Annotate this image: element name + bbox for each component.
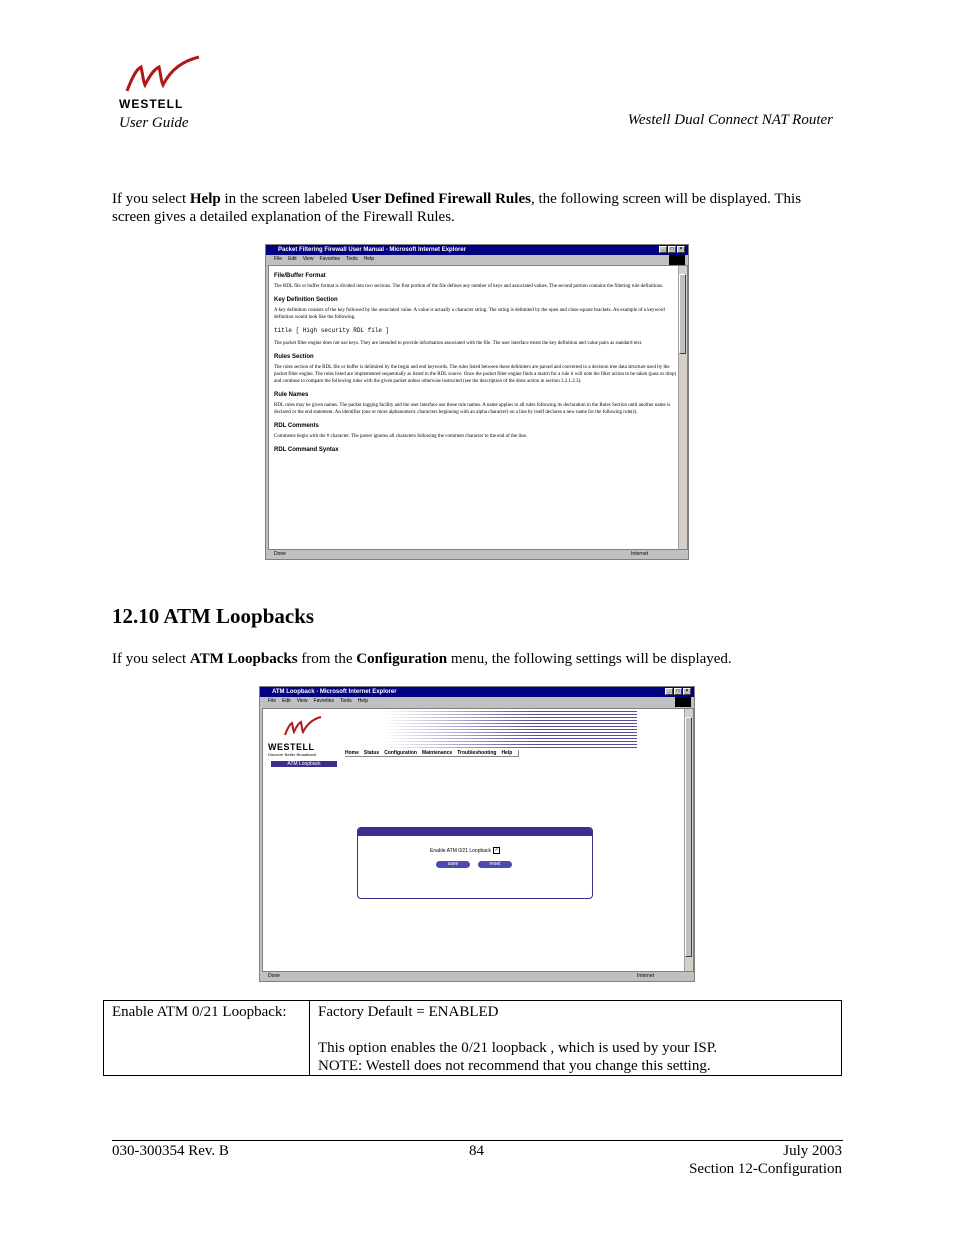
menu-edit[interactable]: Edit <box>288 256 297 262</box>
minimize-icon[interactable]: _ <box>659 246 667 253</box>
section-paragraph: If you select ATM Loopbacks from the Configuration menu, the following settings will be displayed. <box>112 651 732 667</box>
menu-help[interactable]: Help <box>357 698 368 704</box>
menu-view[interactable]: View <box>296 698 308 704</box>
reset-button[interactable]: reset <box>478 861 512 868</box>
status-zone: Internet <box>631 551 648 557</box>
nav-maintenance[interactable]: Maintenance <box>421 750 453 756</box>
ie-throbber-icon <box>675 697 691 707</box>
save-button[interactable]: save <box>436 861 470 868</box>
section-heading: Key Definition Section <box>274 297 338 303</box>
section-text: Comments begin with the # character. The parser ignores all characters following the comment character to the end of the line. <box>274 434 528 439</box>
menu-favorites[interactable]: Favorites <box>319 256 340 262</box>
settings-panel <box>357 827 593 899</box>
section-heading: File/Buffer Format <box>274 273 326 279</box>
nav-help[interactable]: Help <box>501 750 513 756</box>
window-titlebar: Packet Filtering Firewall User Manual - Microsoft Internet Explorer _ □ × <box>266 245 688 255</box>
table-row <box>104 1001 842 1076</box>
menu-file[interactable]: File <box>274 256 283 262</box>
footer-left: 030-300354 Rev. B <box>112 1143 229 1159</box>
nav-status[interactable]: Status <box>363 750 380 756</box>
footer-section: Section 12-Configuration <box>689 1161 842 1177</box>
menu-tools[interactable]: Tools <box>340 698 352 704</box>
header-stripes <box>383 711 637 749</box>
section-text: A key definition consists of the key followed by the associated value. A value is actually a character string. The string is delimited by the open and close square brackets. An example of a keyword definition would look like the following. <box>274 308 665 320</box>
option-note: NOTE: Westell does not recommend that you change this setting. <box>318 1058 711 1074</box>
router-tagline: Discover Better Broadband <box>268 752 317 757</box>
menu-view[interactable]: View <box>302 256 314 262</box>
menu-bar <box>266 255 688 264</box>
code-example: title [ High security RDL file ] <box>274 327 390 334</box>
router-logo <box>268 715 338 757</box>
westell-swoosh-icon <box>282 715 322 737</box>
intro-paragraph: If you select Help in the screen labeled User Defined Firewall Rules, the following screen will be displayed. This screen gives a detailed explanation of the Firewall Rules. <box>112 191 802 225</box>
atm-loopback-window <box>259 686 695 982</box>
menu-file[interactable]: File <box>268 698 277 704</box>
router-page <box>262 708 694 972</box>
option-name: Enable ATM 0/21 Loopback: <box>104 1001 310 1076</box>
ie-throbber-icon <box>669 255 685 265</box>
router-logo-wordmark: WESTELL <box>268 742 315 752</box>
westell-swoosh-icon <box>119 55 201 95</box>
page-number: 84 <box>469 1143 484 1159</box>
option-description <box>310 1001 842 1076</box>
close-icon[interactable]: × <box>677 246 685 253</box>
menu-tools[interactable]: Tools <box>346 256 358 262</box>
close-icon[interactable]: × <box>683 688 691 695</box>
menu-bar <box>260 697 694 706</box>
loopback-row <box>430 847 500 854</box>
loopback-label: Enable ATM 0/21 Loopback <box>430 847 492 854</box>
maximize-icon[interactable]: □ <box>674 688 682 695</box>
header-right: Westell Dual Connect NAT Router <box>627 112 833 128</box>
option-detail: This option enables the 0/21 loopback , which is used by your ISP. <box>318 1040 718 1056</box>
section-text: The RDL file or buffer format is divided into two sections. The first portion of the file defines any number of keys and associated values. The second portion contains the filtering rule definitions. <box>274 284 664 289</box>
status-zone: Internet <box>637 973 654 979</box>
options-table <box>103 1000 842 1076</box>
nav-troubleshooting[interactable]: Troubleshooting <box>457 750 497 756</box>
loopback-checkbox[interactable]: ✓ <box>494 847 499 853</box>
section-text: The rules section of the RDL file or buffer is delimited by the begin and end keywords. The rules listed between these delimiters are parsed and converted to a decision tree data structure used by the packet filter engine. The rules listed are implemented sequentially as listed in the RDL source. Once the packet filter engine finds a match for a rule it will note the filter action to be taken (pass or drop) and continue to compare the following rules with the given packet unless otherwise instructed (see the description of the done action in section 3.2.1.2.3). <box>274 365 677 384</box>
section-title: 12.10 ATM Loopbacks <box>112 604 315 628</box>
menu-help[interactable]: Help <box>363 256 374 262</box>
firewall-help-window <box>265 244 689 560</box>
status-bar: Done Internet <box>268 973 654 979</box>
section-heading: RDL Comments <box>274 423 319 429</box>
option-default: Factory Default = ENABLED <box>318 1004 499 1020</box>
logo-wordmark: WESTELL <box>119 97 184 111</box>
footer-date: July 2003 <box>783 1143 842 1159</box>
section-heading: RDL Command Syntax <box>274 447 339 453</box>
menu-favorites[interactable]: Favorites <box>313 698 334 704</box>
window-titlebar: ATM Loopback - Microsoft Internet Explorer _ □ × <box>260 687 694 697</box>
section-heading: Rules Section <box>274 354 314 360</box>
top-nav <box>345 750 519 757</box>
nav-home[interactable]: Home <box>345 750 359 756</box>
panel-header <box>358 828 592 836</box>
section-text: The packet filter engine does not use keys. They are intended to provide information associated with the file. The user interface treats the key definition and value pairs as standard text. <box>274 341 643 346</box>
vertical-scrollbar[interactable] <box>684 709 693 971</box>
header-left: User Guide <box>119 115 189 131</box>
page-label: ATM Loopback <box>271 761 337 767</box>
westell-logo <box>119 55 201 111</box>
help-content <box>268 265 688 550</box>
minimize-icon[interactable]: _ <box>665 688 673 695</box>
nav-configuration[interactable]: Configuration <box>384 750 417 756</box>
section-text: RDL rules may be given names. The packet logging facility and the user interface use these rule names. A name applies to all rules following its declaration in the Rules Section until another name is declared or the end statement. An identifier (one or more alphanumeric characters beginning with an alpha character) on a line by itself declares a new name for the following rule(s). <box>274 403 671 415</box>
footer-rule <box>112 1140 843 1141</box>
section-heading: Rule Names <box>274 392 309 398</box>
maximize-icon[interactable]: □ <box>668 246 676 253</box>
status-bar: Done Internet <box>274 551 648 557</box>
vertical-scrollbar[interactable] <box>678 266 687 549</box>
menu-edit[interactable]: Edit <box>282 698 291 704</box>
